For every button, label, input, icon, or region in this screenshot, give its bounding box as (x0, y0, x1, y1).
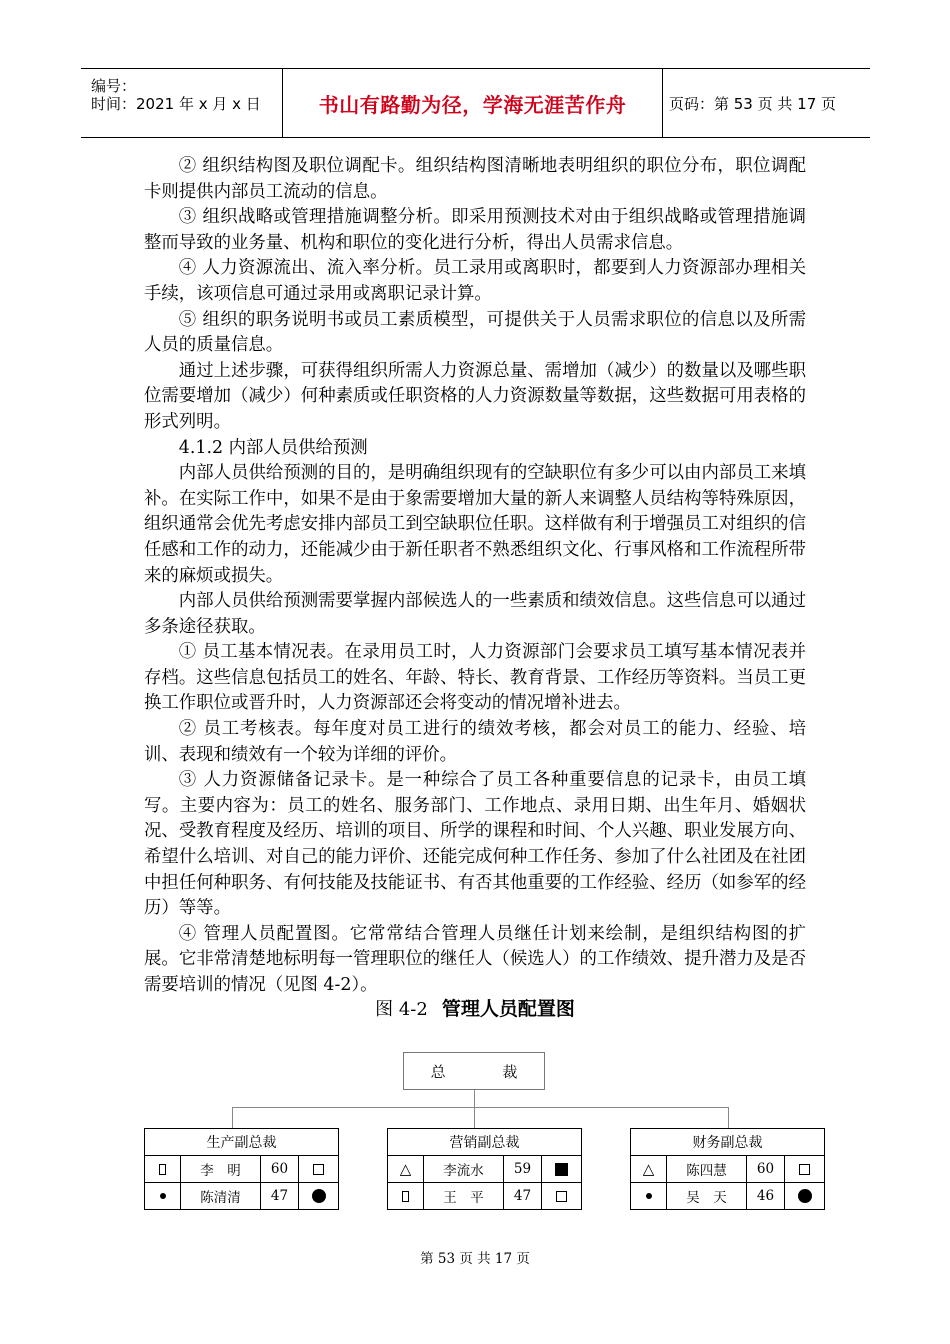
org-unit (144, 1128, 339, 1210)
connector-drop-center (474, 1107, 475, 1128)
paragraph: ② 员工考核表。每年度对员工进行的绩效考核，都会对员工的能力、经验、培训、表现和绩效有一个较为详细的评价。 (144, 719, 806, 765)
figure-label: 图 4-2 (375, 999, 428, 1020)
org-ceo-box: 总 裁 (403, 1052, 545, 1090)
candidate-row (631, 1183, 824, 1209)
paragraph: ④ 人力资源流出、流入率分析。员工录用或离职时，都要到人力资源部办理相关手续，该项信息可通过录用或离职记录计算。 (144, 258, 806, 304)
candidate-age: 60 (747, 1156, 785, 1182)
motto: 书山有路勤为径，学海无涯苦作舟 (318, 92, 627, 117)
paragraph: ① 员工基本情况表。在录用员工时，人力资源部门会要求员工填写基本情况表并存档。这些信息包括员工的姓名、年龄、特长、教育背景、工作经历等资料。当员工更换工作职位或晋升时，人力资源部还会将变动的情况增补进去。 (144, 642, 806, 714)
candidate-name: 陈清清 (181, 1183, 261, 1209)
candidate-status (299, 1183, 338, 1209)
document-body (144, 154, 806, 999)
filled-square-icon (555, 1163, 568, 1176)
page-header (81, 68, 870, 138)
paragraph: ④ 管理人员配置图。它常常结合管理人员继任计划来绘制，是组织结构图的扩展。它非常清楚地标明每一管理职位的继任人（候选人）的工作绩效、提升潜力及是否需要培训的情况（见图 4-2）。 (144, 923, 806, 995)
connector-vertical-ceo (474, 1090, 475, 1108)
candidate-row (388, 1183, 581, 1209)
candidate-name: 李 明 (181, 1156, 261, 1182)
candidate-age: 60 (261, 1156, 299, 1182)
paragraph: ③ 组织战略或管理措施调整分析。即采用预测技术对由于组织战略或管理措施调整而导致的业务量、机构和职位的变化进行分析，得出人员需求信息。 (144, 207, 806, 253)
box-glyph-icon (402, 1191, 409, 1202)
candidate-mark (631, 1183, 667, 1209)
candidate-row (631, 1156, 824, 1183)
candidate-mark (145, 1156, 181, 1182)
empty-square-icon (799, 1164, 810, 1175)
candidate-age: 47 (504, 1183, 542, 1209)
candidate-row (145, 1183, 338, 1209)
candidate-mark (145, 1183, 181, 1209)
org-unit-title: 生产副总裁 (145, 1129, 338, 1156)
filled-circle-icon (798, 1189, 812, 1203)
box-glyph-icon (159, 1164, 166, 1175)
dot-icon (160, 1193, 166, 1199)
org-unit-title: 营销副总裁 (388, 1129, 581, 1156)
candidate-name: 陈四慧 (667, 1156, 747, 1182)
candidate-mark (388, 1156, 424, 1182)
number-label: 编号： (91, 77, 137, 95)
header-page-cell (663, 69, 870, 137)
candidate-status (299, 1156, 338, 1182)
empty-square-icon (556, 1191, 567, 1202)
candidate-name: 李流水 (424, 1156, 504, 1182)
figure-caption (0, 994, 950, 1021)
triangle-icon: △ (399, 1159, 412, 1178)
page-info: 页码：第 53 页 共 17 页 (669, 94, 837, 113)
connector-horizontal (232, 1107, 729, 1108)
dot-icon (646, 1193, 652, 1199)
header-motto-cell (283, 69, 663, 137)
figure-title: 管理人员配置图 (441, 998, 575, 1020)
candidate-mark (631, 1156, 667, 1182)
org-unit (387, 1128, 582, 1210)
page-footer: 第 53 页 共 17 页 (420, 1251, 530, 1267)
candidate-name: 王 平 (424, 1183, 504, 1209)
connector-drop-left (232, 1107, 233, 1128)
org-unit-title: 财务副总裁 (631, 1129, 824, 1156)
candidate-status (542, 1183, 581, 1209)
candidate-row (145, 1156, 338, 1183)
org-unit (630, 1128, 825, 1210)
paragraph: 4.1.2 内部人员供给预测 (178, 437, 368, 458)
time-label: 时间：2021 年 x 月 x 日 (91, 95, 261, 113)
paragraph: ② 组织结构图及职位调配卡。组织结构图清晰地表明组织的职位分布，职位调配卡则提供内部员工流动的信息。 (144, 156, 806, 202)
candidate-status (785, 1156, 824, 1182)
connector-drop-right (728, 1107, 729, 1128)
candidate-name: 吴 天 (667, 1183, 747, 1209)
candidate-mark (388, 1183, 424, 1209)
paragraph: 内部人员供给预测的目的，是明确组织现有的空缺职位有多少可以由内部员工来填补。在实际工作中，如果不是由于象需要增加大量的新人来调整人员结构等特殊原因，组织通常会优先考虑安排内部员工到空缺职位任职。这样做有利于增强员工对组织的信任感和工作的动力，还能减少由于新任职者不熟悉组织文化、行事风格和工作流程所带来的麻烦或损失。 (144, 463, 806, 586)
candidate-status (785, 1183, 824, 1209)
candidate-age: 59 (504, 1156, 542, 1182)
candidate-age: 46 (747, 1183, 785, 1209)
paragraph: 通过上述步骤，可获得组织所需人力资源总量、需增加（减少）的数量以及哪些职位需要增加（减少）何种素质或任职资格的人力资源数量等数据，这些数据可用表格的形式列明。 (144, 360, 806, 432)
filled-circle-icon (312, 1189, 326, 1203)
candidate-age: 47 (261, 1183, 299, 1209)
header-meta-cell (81, 69, 283, 137)
paragraph: 内部人员供给预测需要掌握内部候选人的一些素质和绩效信息。这些信息可以通过多条途径获取。 (144, 591, 806, 637)
paragraph: ③ 人力资源储备记录卡。是一种综合了员工各种重要信息的记录卡，由员工填写。主要内容为：员工的姓名、服务部门、工作地点、录用日期、出生年月、婚姻状况、受教育程度及经历、培训的项目、所学的课程和时间、个人兴趣、职业发展方向、希望什么培训、对自己的能力评价、还能完成何种工作任务、参加了什么社团及在社团中担任何种职务、有何技能及技能证书、有否其他重要的工作经验、经历（如参军的经历）等等。 (144, 770, 806, 919)
candidate-row (388, 1156, 581, 1183)
triangle-icon: △ (642, 1159, 655, 1178)
empty-square-icon (313, 1164, 324, 1175)
paragraph: ⑤ 组织的职务说明书或员工素质模型，可提供关于人员需求职位的信息以及所需人员的质量信息。 (144, 309, 806, 356)
candidate-status (542, 1156, 581, 1182)
